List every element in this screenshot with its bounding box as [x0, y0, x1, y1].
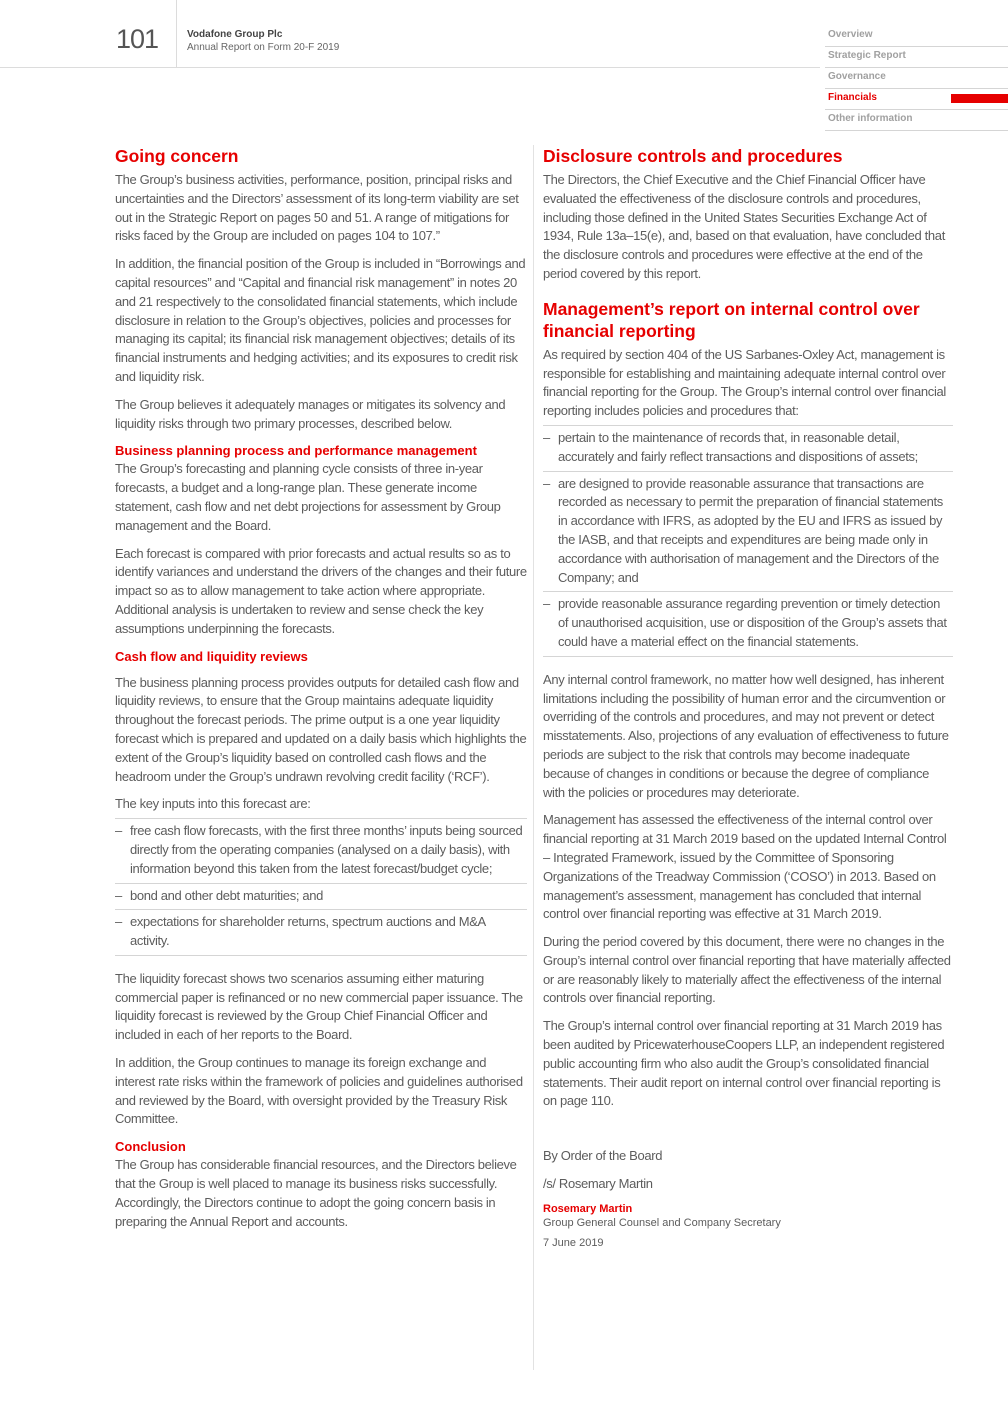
- paragraph: During the period covered by this document, there were no changes in the Group’s internal control over financial reporting that have materially affected or are reasonably likely to materially affect the effectiveness of the internal controls over financial reporting.: [543, 934, 951, 1006]
- header-divider: [176, 0, 177, 67]
- paragraph: The key inputs into this forecast are:: [115, 796, 311, 812]
- subsection-heading: Business planning process and performance management: [115, 443, 477, 459]
- paragraph: The Group’s business activities, performance, position, principal risks and uncertainties and the Directors’ assessment of its long-term viability are set out in the Strategic Report on pages 50 and 51. A range of mitigations for risks faced by the Group are included on pages 104 to 107.”: [115, 172, 519, 244]
- paragraph: In addition, the Group continues to manage its foreign exchange and interest rate risks within the framework of policies and guidelines authorised and reviewed by the Board, with oversight provided by the Treasury Risk Committee.: [115, 1055, 523, 1127]
- nav-item-overview[interactable]: [825, 26, 1008, 47]
- nav-item-label: Strategic Report: [828, 50, 906, 61]
- dash-bullet-icon: –: [115, 887, 122, 903]
- list-item: [115, 910, 527, 956]
- by-order-text: By Order of the Board: [543, 1148, 663, 1164]
- list-item-text: provide reasonable assurance regarding prevention or timely detection of unauthorised acquisition, use or disposition of the Group’s assets that could have a material effect on the financial statements.: [558, 596, 947, 649]
- list-item-text: free cash flow forecasts, with the first three months’ inputs being sourced directly from the operating companies (analysed on a daily basis), with information beyond this taken from the latest forecast/budget cycle;: [130, 823, 523, 876]
- list-item: [115, 884, 527, 911]
- list-item-text: expectations for shareholder returns, spectrum auctions and M&A activity.: [130, 914, 486, 949]
- paragraph: Any internal control framework, no matter how well designed, has inherent limitations including the possibility of human error and the circumvention or overriding of the controls and procedures, and may not prevent or detect misstatements. Also, projections of any evaluation of effectiveness to future periods are subject to the risk that controls may become inadequate because of changes in conditions or because the degree of compliance with the policies or procedures may deteriorate.: [543, 671, 949, 800]
- management-report-section: [543, 298, 953, 1111]
- list-item-text: are designed to provide reasonable assurance that transactions are recorded as necessary to permit the preparation of financial statements in accordance with IFRS, as adopted by the EU and IFRS as issued by the IASB, and that receipts and expenditures are being made only in accordance with authorisation of management and the Directors of the Company; and: [558, 475, 943, 585]
- right-column: [543, 145, 953, 1249]
- dash-bullet-icon: –: [115, 914, 122, 930]
- paragraph: Each forecast is compared with prior forecasts and actual results so as to identify variances and understand the drivers of the changes and their future impact so as to allow management to take action where appropriate. Additional analysis is undertaken to review and sense check the key assumptions underpinning the forecasts.: [115, 545, 527, 636]
- dash-bullet-icon: –: [543, 475, 550, 491]
- header-rule: [0, 67, 820, 68]
- policies-list: [543, 425, 953, 657]
- paragraph: The business planning process provides outputs for detailed cash flow and liquidity reviews, to ensure that the Group maintains adequate liquidity throughout the forecast periods. The prime output is a one year liquidity forecast which is prepared and updated on a daily basis which highlights the extent of the Group’s liquidity based on controlled cash flows and the headroom under the Group’s undrawn revolving credit facility (‘RCF’).: [115, 674, 527, 784]
- dash-bullet-icon: –: [115, 823, 122, 839]
- signature-block: [543, 1147, 953, 1249]
- nav-item-other-information[interactable]: [825, 110, 1008, 131]
- paragraph: The liquidity forecast shows two scenarios assuming either maturing commercial paper is refinanced or no new commercial paper issuance. The liquidity forecast is reviewed by the Group Chief Financial Officer and included in each of her reports to the Board.: [115, 970, 523, 1043]
- company-name: Vodafone Group Plc: [187, 29, 283, 40]
- paragraph: The Group has considerable financial resources, and the Directors believe that the Group is well placed to manage its business risks successfully. Accordingly, the Directors continue to adopt the going concern basis in preparing the Annual Report and accounts.: [115, 1157, 517, 1229]
- list-item: [543, 472, 953, 593]
- section-heading: Disclosure controls and procedures: [543, 146, 843, 166]
- list-item-text: bond and other debt maturities; and: [130, 887, 324, 903]
- left-column: [115, 145, 527, 1240]
- signatory-title: Group General Counsel and Company Secretary: [543, 1216, 781, 1229]
- section-nav: [825, 26, 1008, 131]
- dash-bullet-icon: –: [543, 596, 550, 612]
- report-subtitle: Annual Report on Form 20-F 2019: [187, 42, 340, 53]
- subsection-heading: Cash flow and liquidity reviews: [115, 648, 308, 664]
- dash-bullet-icon: –: [543, 429, 550, 445]
- subsection-heading: Conclusion: [115, 1139, 186, 1155]
- key-inputs-list: [115, 818, 527, 956]
- paragraph: The Directors, the Chief Executive and the Chief Financial Officer have evaluated the effectiveness of the disclosure controls and procedures, including those defined in the United States Securities Exchange Act of 1934, Rule 13a–15(e), and, based on that evaluation, have concluded that the disclosure controls and procedures were effective at the end of the period covered by this report.: [543, 172, 945, 281]
- nav-item-strategic-report[interactable]: [825, 47, 1008, 68]
- page-number: 101: [116, 24, 159, 54]
- paragraph: The Group’s internal control over financial reporting at 31 March 2019 has been audited by PricewaterhouseCoopers LLP, an independent registered public accounting firm who also audit the Group’s consolidated financial statements. Their audit report on internal control over financial reporting is on page 110.: [543, 1018, 945, 1109]
- signature-date: 7 June 2019: [543, 1236, 604, 1249]
- signatory-name: Rosemary Martin: [543, 1202, 633, 1215]
- active-section-indicator: [951, 94, 1008, 103]
- nav-item-label: Overview: [828, 29, 873, 40]
- section-heading: Going concern: [115, 146, 239, 166]
- disclosure-controls-section: [543, 145, 953, 284]
- conclusion-section: [115, 1138, 527, 1231]
- list-item: [115, 819, 527, 883]
- nav-item-label: Governance: [828, 71, 886, 82]
- paragraph: The Group believes it adequately manages or mitigates its solvency and liquidity risks through two primary processes, described below.: [115, 396, 506, 431]
- paragraph: As required by section 404 of the US Sarbanes-Oxley Act, management is responsible for establishing and maintaining adequate internal control over financial reporting for the Group. The Group’s internal control over financial reporting includes policies and procedures that:: [543, 346, 946, 419]
- signed-name: /s/ Rosemary Martin: [543, 1176, 653, 1192]
- column-divider: [533, 145, 534, 1370]
- nav-item-label: Other information: [828, 113, 913, 124]
- paragraph: In addition, the financial position of the Group is included in “Borrowings and capital resources” and “Capital and financial risk management” in notes 20 and 21 respectively to the consolidated financial statements, which include disclosure in relation to the Group’s objectives, policies and processes for managing its capital; its financial risk management objectives; details of its financial instruments and hedging activities; and its exposures to credit risk and liquidity risk.: [115, 256, 526, 384]
- paragraph: Management has assessed the effectiveness of the internal control over financial reporting at 31 March 2019 based on the updated Internal Control – Integrated Framework, issued by the Committee of Sponsoring Organizations of the Treadway Commission (‘COSO’) in 2013. Based on management’s assessment, management has concluded that internal control over financial reporting was effective at 31 March 2019.: [543, 812, 947, 922]
- list-item: [543, 426, 953, 472]
- going-concern-section: [115, 145, 527, 433]
- list-item: [543, 592, 953, 656]
- cash-flow-section: [115, 648, 527, 1130]
- nav-item-label: Financials: [828, 92, 877, 103]
- nav-item-financials[interactable]: [825, 89, 1008, 110]
- section-heading: Management’s report on internal control over financial reporting: [543, 298, 920, 341]
- list-item-text: pertain to the maintenance of records that, in reasonable detail, accurately and fairly reflect transactions and dispositions of assets;: [558, 429, 918, 464]
- business-planning-section: [115, 442, 527, 638]
- nav-item-governance[interactable]: [825, 68, 1008, 89]
- paragraph: The Group’s forecasting and planning cycle consists of three in-year forecasts, a budget and a long-range plan. These generate income statement, cash flow and net debt projections for assessment by Group management and the Board.: [115, 461, 501, 533]
